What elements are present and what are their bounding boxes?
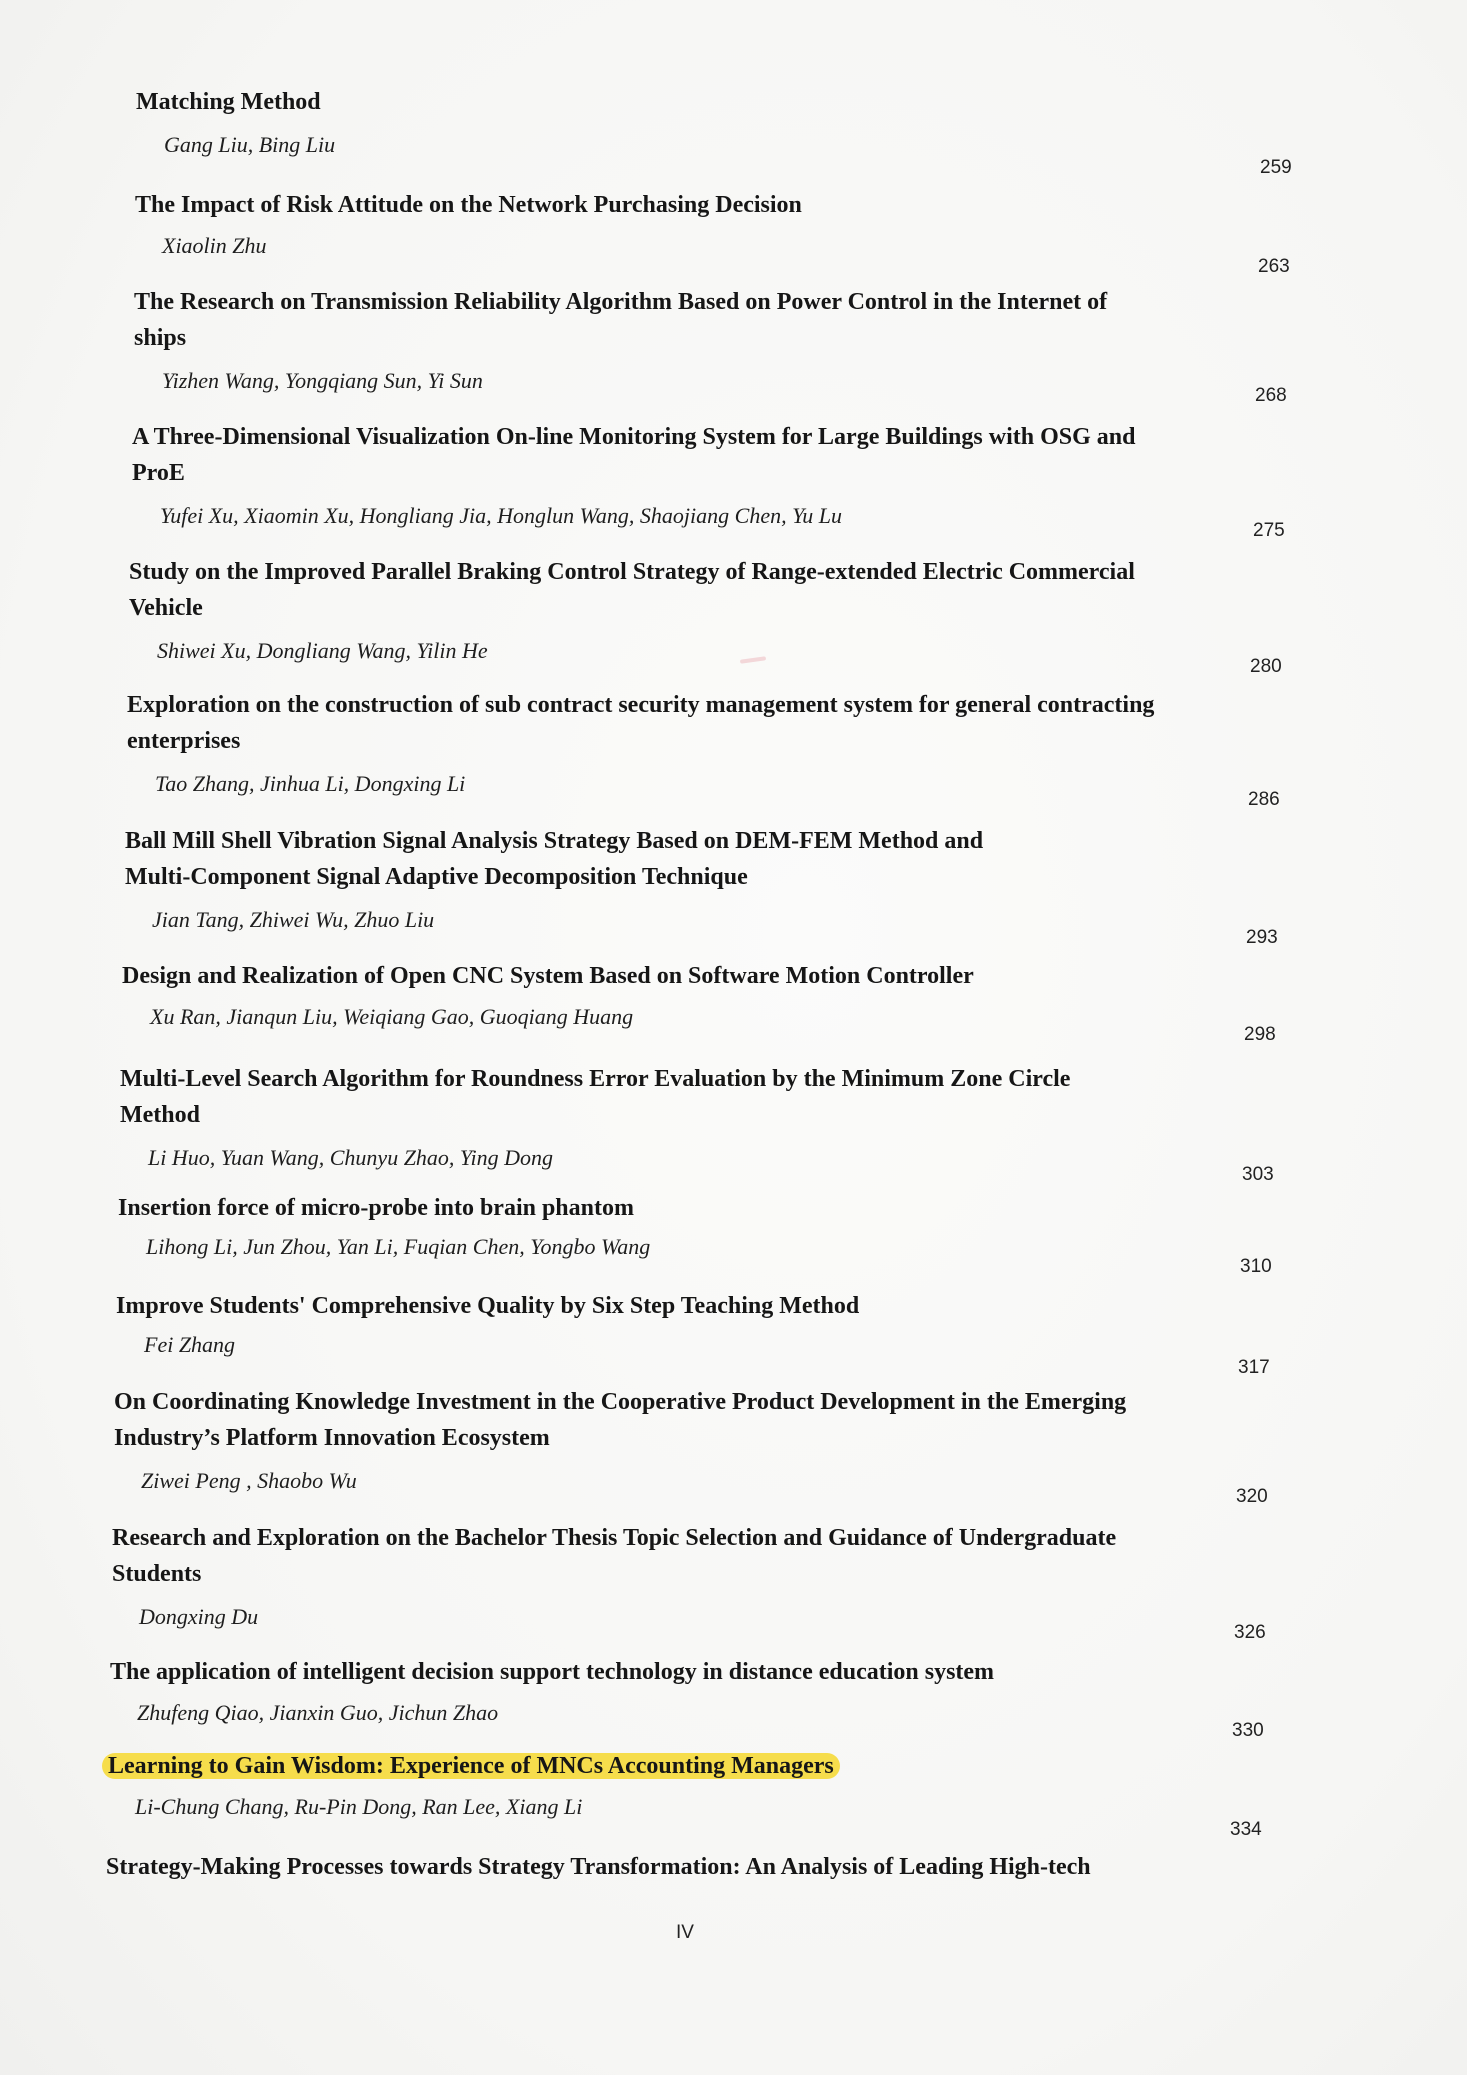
toc-entry-title-line: Matching Method xyxy=(136,89,321,115)
toc-entry[interactable] xyxy=(0,1195,1467,1277)
toc-entry[interactable] xyxy=(0,1525,1467,1643)
toc-entry-title[interactable] xyxy=(114,1384,1126,1456)
toc-entry-title[interactable] xyxy=(134,284,1107,356)
toc-entry-title-line: Students xyxy=(112,1561,202,1587)
toc-entry[interactable] xyxy=(0,692,1467,810)
toc-entry-title-line: Method xyxy=(120,1102,200,1128)
toc-entry[interactable] xyxy=(0,89,1467,178)
toc-entry-title-line: Multi-Level Search Algorithm for Roundness Error Evaluation by the Minimum Zone Circle xyxy=(120,1066,1071,1092)
toc-entry-title[interactable] xyxy=(136,84,321,120)
toc-entry[interactable] xyxy=(0,192,1467,277)
toc-entry-title[interactable] xyxy=(135,187,802,223)
toc-entry[interactable] xyxy=(0,1293,1467,1378)
toc-entry-page-number: 280 xyxy=(1250,656,1282,677)
toc-entry-page-number: 310 xyxy=(1240,1256,1272,1277)
toc-entry-page-number: 330 xyxy=(1232,1720,1264,1741)
toc-entry-page-number: 275 xyxy=(1253,520,1285,541)
toc-entry-authors: Ziwei Peng , Shaobo Wu xyxy=(141,1468,357,1493)
toc-entry-title[interactable] xyxy=(108,1748,840,1784)
toc-entry-title-line: The application of intelligent decision support technology in distance education system xyxy=(110,1659,995,1685)
toc-entry[interactable] xyxy=(0,424,1467,541)
toc-entry-page-number: 334 xyxy=(1230,1819,1262,1840)
toc-entry-authors: Xiaolin Zhu xyxy=(162,233,267,258)
toc-entry-title-line: ProE xyxy=(132,460,185,486)
ink-speck xyxy=(740,656,766,664)
toc-entry-title-line: Multi-Component Signal Adaptive Decomposition Technique xyxy=(125,864,748,890)
toc-entry-authors: Li Huo, Yuan Wang, Chunyu Zhao, Ying Dong xyxy=(148,1145,554,1170)
toc-entry[interactable] xyxy=(0,1066,1467,1185)
toc-entry-page-number: 317 xyxy=(1238,1357,1270,1378)
toc-entry-title-line: Improve Students' Comprehensive Quality by Six Step Teaching Method xyxy=(116,1293,860,1319)
toc-entry-title-line: Design and Realization of Open CNC System Based on Software Motion Controller xyxy=(122,963,974,989)
toc-entry-page-number: 263 xyxy=(1258,256,1290,277)
toc-entry[interactable] xyxy=(0,1753,1467,1840)
toc-entry-authors: Yizhen Wang, Yongqiang Sun, Yi Sun xyxy=(162,368,483,393)
toc-entry-authors: Gang Liu, Bing Liu xyxy=(164,132,336,157)
toc-entry[interactable] xyxy=(0,828,1467,948)
toc-entry-title-line: The Impact of Risk Attitude on the Network Purchasing Decision xyxy=(135,192,802,218)
toc-entry-page-number: 320 xyxy=(1236,1486,1268,1507)
toc-entry-title[interactable] xyxy=(106,1849,1091,1885)
toc-entry-title[interactable] xyxy=(112,1520,1116,1592)
toc-entry-title-line: Strategy-Making Processes towards Strategy Transformation: An Analysis of Leading High-tech xyxy=(106,1854,1091,1880)
toc-entry-authors: Yufei Xu, Xiaomin Xu, Hongliang Jia, Honglun Wang, Shaojiang Chen, Yu Lu xyxy=(160,503,843,528)
toc-entry-title-line: Ball Mill Shell Vibration Signal Analysis Strategy Based on DEM-FEM Method and xyxy=(125,828,984,854)
toc-entry-page-number: 293 xyxy=(1246,927,1278,948)
toc-entry-title[interactable] xyxy=(125,823,983,895)
toc-entry-page-number: 286 xyxy=(1248,789,1280,810)
toc-entry-title-line xyxy=(108,1748,840,1784)
toc-entry-title-line: Research and Exploration on the Bachelor Thesis Topic Selection and Guidance of Undergraduate xyxy=(112,1525,1117,1551)
toc-entry-authors: Lihong Li, Jun Zhou, Yan Li, Fuqian Chen, Yongbo Wang xyxy=(146,1234,651,1259)
toc-entry-title-line: Insertion force of micro-probe into brain phantom xyxy=(118,1195,634,1221)
toc-entry-authors: Jian Tang, Zhiwei Wu, Zhuo Liu xyxy=(152,907,435,932)
toc-entry-title[interactable] xyxy=(122,958,974,994)
toc-entry-title[interactable] xyxy=(110,1654,994,1690)
toc-entry-authors: Fei Zhang xyxy=(144,1332,236,1357)
toc-entry-authors: Dongxing Du xyxy=(139,1604,259,1629)
toc-entry-title-line: The Research on Transmission Reliability Algorithm Based on Power Control in the Internet of xyxy=(134,289,1108,315)
toc-entry-title-line: On Coordinating Knowledge Investment in the Cooperative Product Development in the Emerging xyxy=(114,1389,1127,1415)
toc-entry[interactable] xyxy=(0,963,1467,1045)
toc-entry-authors: Xu Ran, Jianqun Liu, Weiqiang Gao, Guoqiang Huang xyxy=(150,1004,634,1029)
toc-entry-title-line: Vehicle xyxy=(129,595,203,621)
toc-entry-title-line: Exploration on the construction of sub contract security management system for general contracting xyxy=(127,692,1155,718)
toc-entry-title-line: enterprises xyxy=(127,728,241,754)
toc-entry-page-number: 303 xyxy=(1242,1164,1274,1185)
toc-entry-authors: Tao Zhang, Jinhua Li, Dongxing Li xyxy=(155,771,466,796)
toc-entry[interactable] xyxy=(0,559,1467,677)
toc-entry-page-number: 268 xyxy=(1255,385,1287,406)
toc-entry-title-line: A Three-Dimensional Visualization On-line Monitoring System for Large Buildings with OSG and xyxy=(132,424,1136,450)
toc-entry-title[interactable] xyxy=(116,1288,859,1324)
toc-entry-authors: Li-Chung Chang, Ru-Pin Dong, Ran Lee, Xiang Li xyxy=(135,1794,583,1819)
toc-entry-title-line: Study on the Improved Parallel Braking Control Strategy of Range-extended Electric Commercial xyxy=(129,559,1135,585)
toc-entry-title[interactable] xyxy=(127,687,1154,759)
toc-entry-title[interactable] xyxy=(132,419,1135,491)
toc-entry-title[interactable] xyxy=(129,554,1135,626)
toc-entry-page-number: 326 xyxy=(1234,1622,1266,1643)
toc-entry-authors: Zhufeng Qiao, Jianxin Guo, Jichun Zhao xyxy=(137,1700,499,1725)
toc-entry-authors: Shiwei Xu, Dongliang Wang, Yilin He xyxy=(157,638,488,663)
highlighted-title: Learning to Gain Wisdom: Experience of MNCs Accounting Managers xyxy=(102,1753,840,1779)
toc-entry-title-line: Industry’s Platform Innovation Ecosystem xyxy=(114,1425,550,1451)
toc-entry-page-number: 298 xyxy=(1244,1024,1276,1045)
toc-entry-title-line: ships xyxy=(134,325,187,351)
page-footer-number: IV xyxy=(676,1922,694,1943)
toc-entry[interactable] xyxy=(0,1659,1467,1741)
toc-entry-title[interactable] xyxy=(118,1190,634,1226)
toc-entry-page-number: 259 xyxy=(1260,157,1292,178)
toc-entry[interactable] xyxy=(0,1854,1467,1880)
toc-entry-title[interactable] xyxy=(120,1061,1070,1133)
toc-entry[interactable] xyxy=(0,289,1467,406)
toc-entry[interactable] xyxy=(0,1389,1467,1507)
